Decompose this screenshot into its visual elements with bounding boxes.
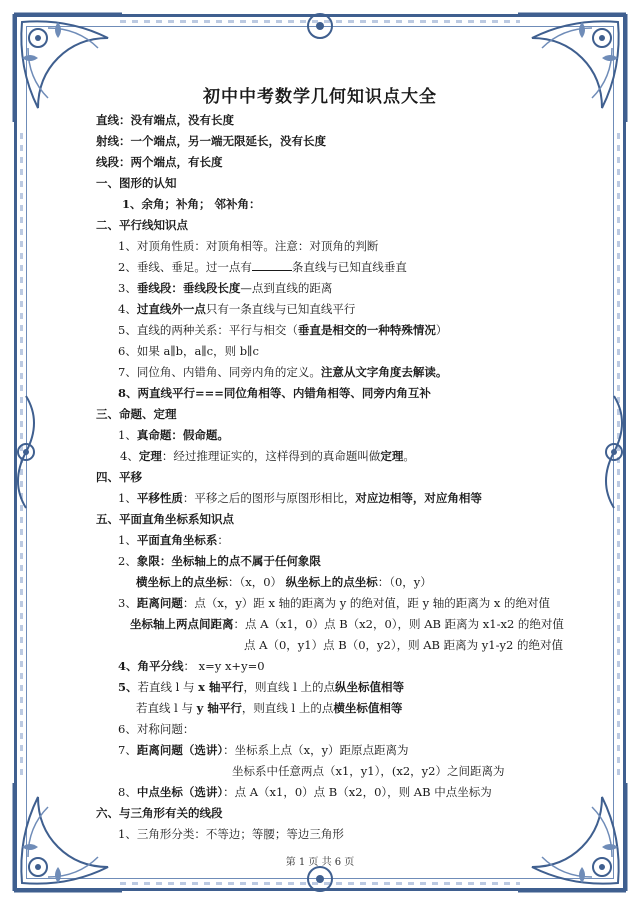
text-line [118, 721, 194, 737]
text-segment: 定理 [138, 449, 162, 463]
text-segment: 象限：坐标轴上的点不属于任何象限 [136, 554, 321, 568]
text-segment: 四、平移 [96, 470, 142, 484]
text-segment: 3、 [118, 596, 137, 610]
text-line [118, 532, 229, 548]
text-line [118, 658, 265, 674]
text-line [118, 385, 431, 401]
text-segment: 对应边相等，对应角相等 [355, 491, 482, 505]
side-medallion-icon [6, 392, 46, 512]
text-line [118, 490, 482, 506]
text-segment: 射线：一个端点，另一端无限延长，没有长度 [96, 134, 326, 148]
text-segment: ：坐标系上点（x，y）距原点距离为 [223, 743, 409, 757]
text-line [136, 700, 402, 716]
text-line [244, 637, 563, 653]
text-segment: 过直线外一点 [136, 302, 206, 316]
text-segment: 六、与三角形有关的线段 [96, 806, 223, 820]
text-segment: 若直线 l 与 [136, 701, 197, 715]
text-segment: ：点（x，y）距 x 轴的距离为 y 的绝对值，距 y 轴的距离为 x 的绝对值 [182, 596, 551, 610]
text-segment: 真命题：假命题。 [136, 428, 229, 442]
text-segment: 纵坐标值相等 [335, 680, 405, 694]
text-line [96, 133, 326, 149]
text-line [130, 616, 564, 632]
text-segment: 坐标轴上两点间距离 [130, 617, 234, 631]
text-segment: y 轴平行 [196, 701, 242, 715]
text-line [232, 763, 504, 779]
corner-ornament-icon [512, 8, 632, 128]
text-line [118, 742, 409, 758]
text-segment: ：平移之后的图形与原图形相比， [182, 491, 356, 505]
text-segment: ） [435, 323, 448, 337]
text-line [118, 259, 407, 275]
text-segment: 1、 [118, 491, 137, 505]
text-line [118, 364, 447, 380]
section-heading [96, 469, 142, 485]
text-line [118, 301, 355, 317]
text-line [96, 154, 223, 170]
text-segment: 平面直角坐标系 [136, 533, 218, 547]
top-medallion-icon [300, 6, 340, 46]
text-segment: 二、平行线知识点 [96, 218, 188, 232]
text-line [120, 448, 415, 464]
text-segment: 4、 [118, 302, 137, 316]
corner-ornament-icon [512, 777, 632, 897]
text-segment: 平移性质 [136, 491, 183, 505]
text-segment: 定理 [380, 449, 404, 463]
text-segment: 2、 [118, 554, 137, 568]
text-segment: 只有一条直线与已知直线平行 [205, 302, 356, 316]
text-line [136, 574, 432, 590]
text-segment: 6、如果 a∥b，a∥c，则 b∥c [118, 344, 259, 358]
text-segment: 5、 [118, 680, 138, 694]
text-segment: 距离问题（选讲） [136, 743, 224, 757]
text-segment: 三、命题、定理 [96, 407, 177, 421]
corner-ornament-icon [8, 8, 128, 128]
text-line [118, 322, 447, 338]
text-segment: 垂直是相交的一种特殊情况 [297, 323, 436, 337]
text-segment: ：点 A（x1，0）点 B（x2，0），则 AB 中点坐标为 [223, 785, 492, 799]
text-segment: 8、两直线平行===同位角相等、内错角相等、同旁内角互补 [118, 386, 431, 400]
text-segment: 点 A（0，y1）点 B（0，y2），则 AB 距离为 y1-y2 的绝对值 [244, 638, 563, 652]
text-segment: 线段：两个端点，有长度 [96, 155, 223, 169]
text-segment: ：（0，y） [377, 575, 432, 589]
text-segment: x 轴平行 [198, 680, 244, 694]
text-segment: 。 [403, 449, 415, 463]
text-segment: ： [217, 533, 229, 547]
text-segment: 垂线段：垂线段长度 [136, 281, 241, 295]
text-segment: 横坐标值相等 [333, 701, 403, 715]
text-segment: 纵坐标上的点坐标 [285, 575, 378, 589]
text-segment: 2、垂线、垂足。过一点有 [118, 260, 252, 274]
text-segment: 距离问题 [136, 596, 183, 610]
text-line [118, 826, 344, 842]
text-segment: 直线：没有端点，没有长度 [96, 113, 234, 127]
text-segment: 7、 [118, 743, 137, 757]
text-segment: 1、 [118, 428, 137, 442]
section-heading [96, 217, 188, 233]
text-line [118, 343, 259, 359]
text-segment: 8、 [118, 785, 137, 799]
text-segment: 4、 [120, 449, 139, 463]
text-segment: ：点 A（x1，0）点 B（x2，0），则 AB 距离为 x1-x2 的绝对值 [233, 617, 564, 631]
text-segment: 中点坐标（选讲） [136, 785, 224, 799]
text-segment: 注意从文字角度去解读。 [320, 365, 448, 379]
text-segment: 3、 [118, 281, 137, 295]
text-segment: 1、对顶角性质：对顶角相等。注意：对顶角的判断 [118, 239, 379, 253]
text-segment: 4、角平分线 [118, 659, 184, 673]
text-segment: 5、直线的两种关系：平行与相交（ [118, 323, 298, 337]
text-line [118, 595, 550, 611]
text-segment: ，则直线 l 上的点 [243, 680, 336, 694]
text-line [96, 112, 234, 128]
text-segment: 坐标系中任意两点（x1，y1），(x2，y2）之间距离为 [232, 764, 505, 778]
corner-ornament-icon [8, 777, 128, 897]
text-segment: 7、同位角、内错角、同旁内角的定义。 [118, 365, 321, 379]
text-segment: 1、余角；补角； 邻补角： [122, 197, 261, 211]
text-segment: ： [182, 722, 195, 736]
text-segment: 1、三角形分类：不等边；等腰；等边三角形 [118, 827, 344, 841]
text-segment: 6、对称问题 [118, 722, 183, 736]
text-line [118, 427, 229, 443]
text-segment: 1、 [118, 533, 137, 547]
text-segment: 一、图形的认知 [96, 176, 177, 190]
text-segment: 若直线 l 与 [137, 680, 199, 694]
text-segment: ：经过推理证实的，这样得到的真命题叫做 [161, 449, 381, 463]
text-line [118, 238, 378, 254]
text-segment: 横坐标上的点坐标 [136, 575, 228, 589]
text-segment: ：（x，0） [228, 575, 286, 589]
text-line [118, 784, 492, 800]
section-heading [96, 511, 234, 527]
text-segment: ： x=y x+y=0 [183, 659, 265, 673]
page-title: 初中中考数学几何知识点大全 [203, 87, 437, 107]
text-line [118, 280, 332, 296]
text-segment: —点到直线的距离 [240, 281, 333, 295]
section-heading [96, 805, 223, 821]
text-line [118, 679, 404, 695]
text-line [118, 553, 321, 569]
section-heading [96, 406, 177, 422]
text-segment: 五、平面直角坐标系知识点 [96, 512, 234, 526]
text-segment: 条直线与已知直线垂直 [291, 260, 407, 274]
section-heading [96, 175, 177, 191]
text-line [122, 196, 261, 212]
side-medallion-icon [594, 392, 634, 512]
page-number: 第 1 页 共 6 页 [285, 857, 355, 868]
fill-in-blank [252, 259, 292, 271]
text-segment: ，则直线 l 上的点 [241, 701, 334, 715]
